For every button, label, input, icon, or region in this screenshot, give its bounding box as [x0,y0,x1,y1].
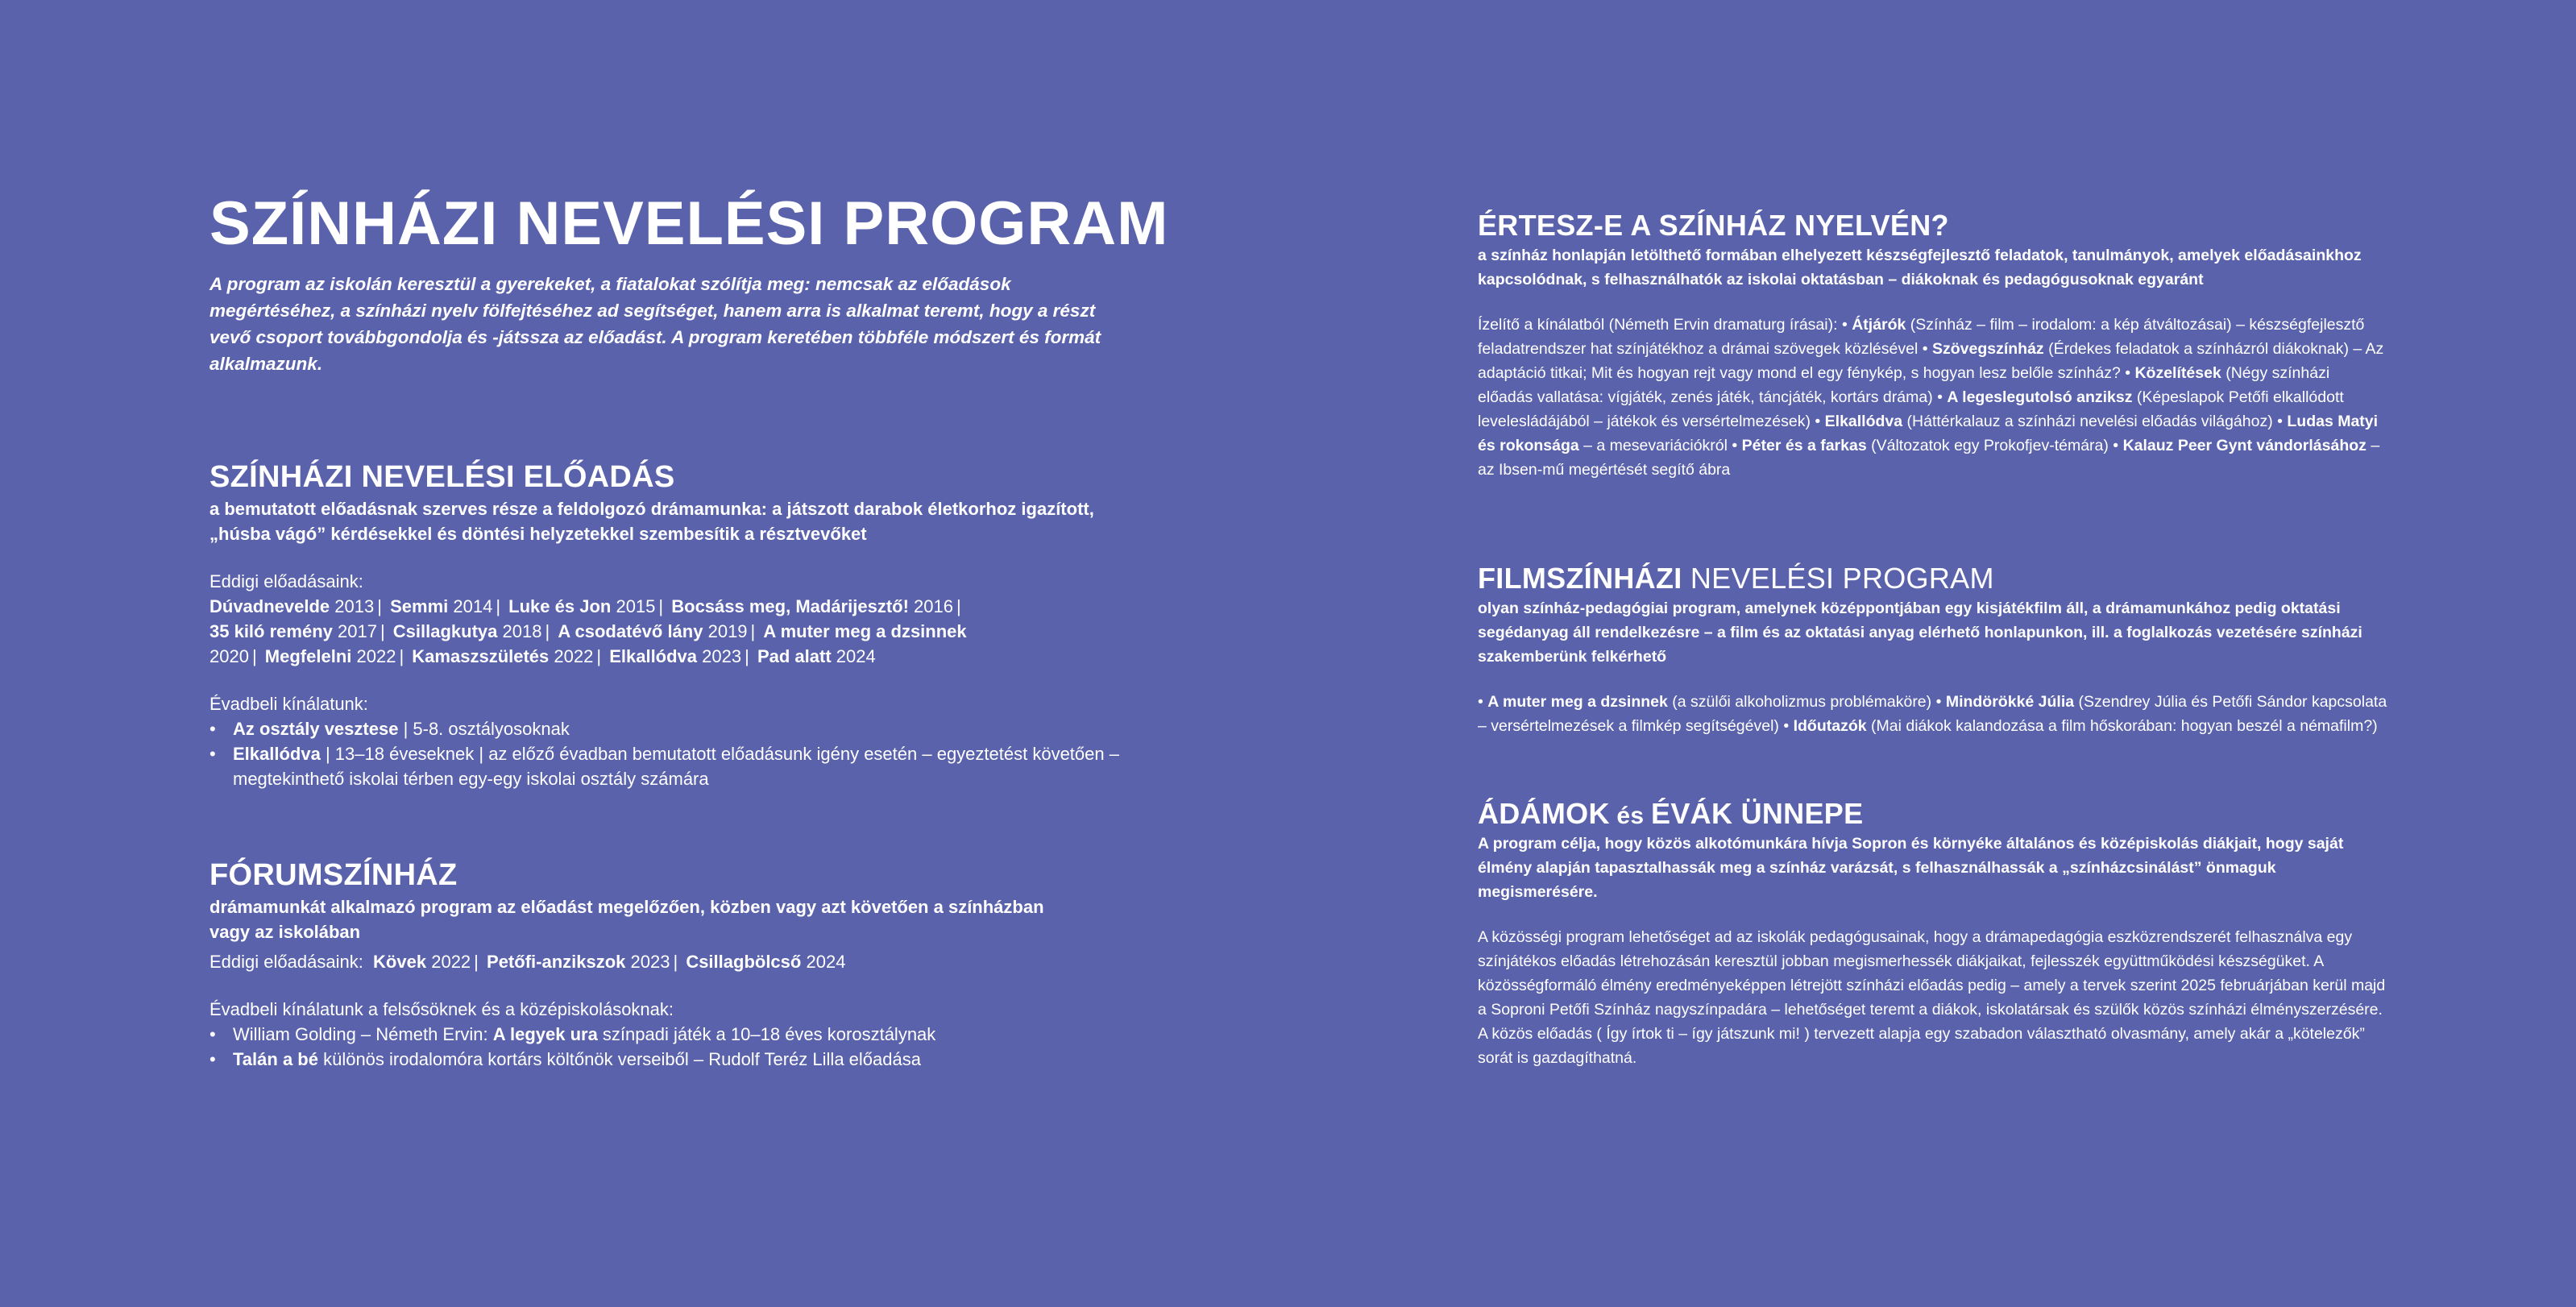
season-label-eloadas: Évadbeli kínálatunk: [209,693,368,714]
section-adamok [1478,798,2388,1070]
season-list-eloadas [209,716,1144,791]
section-subtitle-nyelv: a színház honlapján letölthető formában elhelyezett készségfejlesztő feladatok, tanulmányok, amelyek előadásainkhoz kapcsolódnak, s felhasználhatók az iskolai oktatásban – diákoknak és pedagógusoknak egyaránt [1478,246,2362,288]
season-label-forum: Évadbeli kínálatunk a felsősöknek és a középiskolásoknak: [209,998,674,1019]
past-label-eloadas: Eddigi előadásaink: [209,571,363,591]
list-item: • Elkallódva | 13–18 éveseknek | az előző évadban bemutatott előadásunk igény esetén – egyeztetést követően – megtekinthető iskolai térben egy-egy iskolai osztály számára [209,741,1144,791]
intro-text: A program az iskolán keresztül a gyerekeket, a fiatalokat szólítja meg: nemcsak az előadások megértéséhez, a színházi nyelv fölfejtéséhez ad segítséget, hanem arra is alkalmat teremt, hogy a részt vevő csoport továbbgondolja és -játssza az előadást. A program keretében többféle módszert és formát alkalmazunk. [209,274,1101,374]
section-subtitle-forum: drámamunkát alkalmazó program az előadást megelőzően, közben vagy azt követően a színházban vagy az iskolában [209,896,1044,942]
section-heading-adamok: ÁDÁMOK és ÉVÁK ÜNNEPE [1478,797,1864,830]
list-item: • Az osztály vesztese | 5-8. osztályosoknak [209,716,1144,741]
list-item: • William Golding – Németh Ervin: A legyek ura színpadi játék a 10–18 éves korosztálynak [209,1022,1144,1047]
past-list-forum: Eddigi előadásaink: Kövek 2022 | Petőfi-anzikszok 2023 | Csillagbölcső 2024 [209,951,846,972]
section-heading-nyelv: ÉRTESZ-E A SZÍNHÁZ NYELVÉN? [1478,209,1949,242]
section-body-adamok: A közösségi program lehetőséget ad az iskolák pedagógusainak, hogy a drámapedagógia eszközrendszerét felhasználva egy színjátékos előadás létrehozásán keresztül jobban megismerhessék diákjaikat, fejlesszék együttműködési készségüket. A közösségformáló élmény eredményeképpen létrejött színházi előadás pedig – amely a tervek szerint 2025 februárjában kerül majd a Soproni Petőfi Színház nagyszínpadára – lehetőséget teremt a diákok, iskolatársak és szülők közös színházi élményszerzésére. A közös előadás ( Így írtok ti – így játszunk mi! ) tervezett alapja egy szabadon választható olvasmány, amely akár a „kötelezők” sorát is gazdagíthatná. [1478,927,2386,1067]
page-title: SZÍNHÁZI NEVELÉSI PROGRAM [209,189,1169,258]
section-subtitle-adamok: A program célja, hogy közös alkotómunkára hívja Sopron és környéke általános és középiskolás diákjait, hogy saját élmény alapján tapasztalhassák meg a színház varázsát, s felhasználhassák a „színházcsinálást” önmaguk megismerésére. [1478,834,2344,901]
section-subtitle-film: olyan színház-pedagógiai program, amelynek középpontjában egy kisjátékfilm áll, a drámamunkához pedig oktatási segédanyag áll rendelkezésre – a film és az oktatási anyag elérhető honlapunkon, ill. a foglalkozás vezetésére színházi szakemberünk felkérhető [1478,599,2362,666]
offer-list-film: • A muter meg a dzsinnek (a szülői alkoholizmus problémaköre) • Mindörökké Júlia (Szendrey Júlia és Petőfi Sándor kapcsolata – versértelmezések a filmkép segítségével) • Időutazók (Mai diákok kalandozása a film hőskorában: hogyan beszél a némafilm?) [1478,692,2387,735]
section-heading-forum: FÓRUMSZÍNHÁZ [209,858,458,892]
offer-list-nyelv: Ízelítő a kínálatból (Németh Ervin dramaturg írásai): • Átjárók (Színház – film – irodalom: a kép átváltozásai) – készségfejlesztő feladatrendszer hat színjátékhoz a drámai szövegek közlésével • Szövegszínház (Érdekes feladatok a színházról diákoknak) – Az adaptáció titkai; Mit és hogyan rejt vagy mond el egy fénykép, s hogyan lesz belőle színház? • Közelítések (Négy színházi előadás vallatása: vígjáték, zenés játék, táncjáték, kortárs dráma) • A legeslegutolsó anziksz (Képeslapok Petőfi elkallódott levelesládájából – játékok és versértelmezések) • Elkallódva (Háttérkalauz a színházi nevelési előadás világához) • Ludas Matyi és rokonsága – a mesevariációkról • Péter és a farkas (Változatok egy Prokofjev-témára) • Kalauz Peer Gynt vándorlásához – az Ibsen-mű megértését segítő ábra [1478,315,2384,479]
section-film [1478,562,2388,738]
list-item: • Talán a bé különös irodalomóra kortárs költőnök verseiből – Rudolf Teréz Lilla előadása [209,1047,1144,1072]
section-heading-eloadas: SZÍNHÁZI NEVELÉSI ELŐADÁS [209,460,675,494]
section-eloadas [209,461,1144,791]
past-list-eloadas: Dúvadnevelde 2013 | Semmi 2014 | Luke és Jon 2015 | Bocsáss meg, Madárijesztő! 2016 | 35 kiló remény 2017 | Csillagkutya 2018 | A csodatévő lány 2019 | A muter meg a dzsinnek 2020 | Megfelelni 2022 | Kamaszszületés 2022 | Elkallódva 2023 | Pad alatt 2024 [209,595,967,666]
section-forum [209,859,1144,1072]
section-subtitle-eloadas: a bemutatott előadásnak szerves része a feldolgozó drámamunka: a játszott darabok életkorhoz igazított, „húsba vágó” kérdésekkel és döntési helyzetekkel szembesítik a résztvevőket [209,498,1094,544]
section-nyelv [1478,210,2388,482]
season-list-forum [209,1022,1144,1072]
section-heading-film: FILMSZÍNHÁZI NEVELÉSI PROGRAM [1478,562,1994,595]
